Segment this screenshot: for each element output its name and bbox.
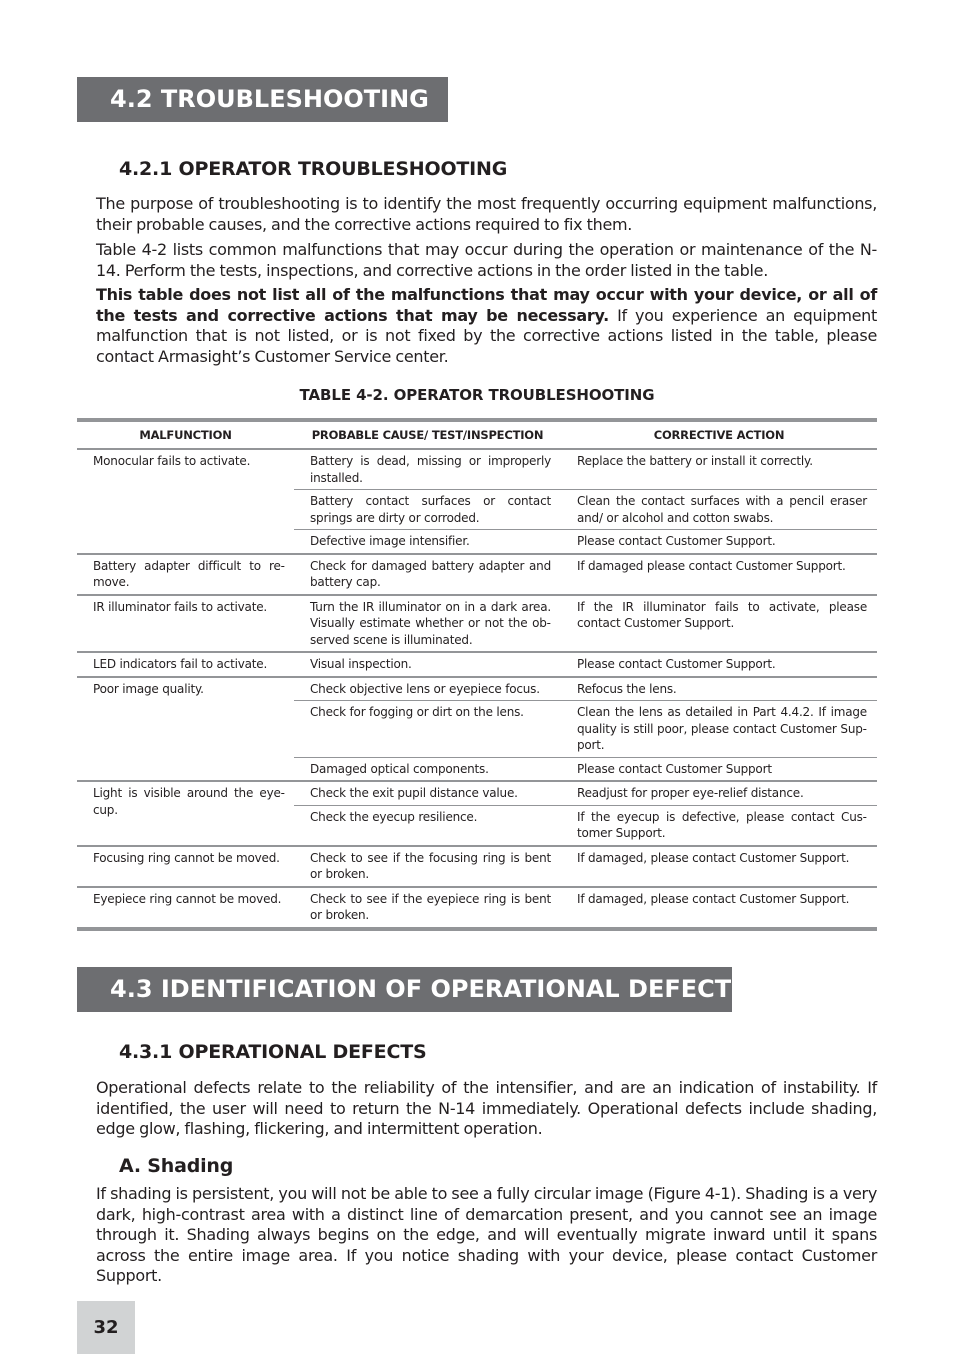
cause-cell: Check for fogging or dirt on the lens. bbox=[294, 701, 561, 758]
action-cell: If damaged please contact Customer Support. bbox=[561, 554, 877, 595]
cause-cell: Check objective lens or eyepiece focus. bbox=[294, 677, 561, 701]
notice-text: If you experience an equipment malfunction that is not listed, or is not fixed by the corrective actions listed in the table, please contact Armasight’s Customer Service center. bbox=[96, 305, 877, 366]
action-cell: Clean the lens as detailed in Part 4.4.2. If image quality is still poor, please contact Customer Support. bbox=[561, 701, 877, 758]
table-row bbox=[77, 677, 877, 701]
shading-heading: A. Shading bbox=[119, 1155, 234, 1177]
action-cell: Please contact Customer Support. bbox=[561, 530, 877, 554]
table-header-row bbox=[77, 422, 877, 449]
cause-cell: Check the eyecup resilience. bbox=[294, 805, 561, 846]
table-row bbox=[77, 652, 877, 677]
malfunction-cell: Eyepiece ring cannot be moved. bbox=[77, 887, 294, 927]
table-row bbox=[77, 595, 877, 653]
table-row bbox=[77, 846, 877, 887]
action-cell: If the IR illuminator fails to activate, please contact Customer Support. bbox=[561, 595, 877, 653]
troubleshooting-table bbox=[77, 418, 877, 931]
action-cell: Refocus the lens. bbox=[561, 677, 877, 701]
action-cell: Please contact Customer Support bbox=[561, 757, 877, 781]
page-number: 32 bbox=[77, 1301, 135, 1354]
malfunction-cell: Monocular fails to activate. bbox=[93, 454, 251, 468]
intro-paragraph: The purpose of troubleshooting is to identify the most frequently occurring equipment malfunctions, their probable causes, and the corrective actions required to fix them. bbox=[96, 194, 877, 234]
operational-defects-paragraph: Operational defects relate to the reliability of the intensifier, and are an indication of instability. If identified, the user will need to return the N-14 immediately. Operational defects include shading, edge glow, flashing, flickering, and intermittent operation. bbox=[96, 1078, 877, 1138]
cause-cell: Battery is dead, missing or improperly installed. bbox=[310, 454, 551, 485]
section-title-4-2: 4.2 TROUBLESHOOTING bbox=[77, 77, 448, 122]
action-cell: If damaged, please contact Customer Support. bbox=[561, 846, 877, 887]
table-row bbox=[77, 554, 877, 595]
action-cell: If the eyecup is defective, please contact Customer Support. bbox=[561, 805, 877, 846]
notice-paragraph bbox=[96, 285, 877, 367]
table-row bbox=[77, 781, 877, 805]
subsection-title-4-3-1: 4.3.1 OPERATIONAL DEFECTS bbox=[119, 1041, 427, 1063]
malfunction-cell: Poor image quality. bbox=[77, 677, 294, 782]
cause-cell: Check to see if the focusing ring is bent or broken. bbox=[294, 846, 561, 887]
table-row bbox=[77, 887, 877, 927]
shading-paragraph: If shading is persistent, you will not be able to see a fully circular image (Figure 4-1). Shading is a very dark, high-contrast area with a distinct line of demarcation present, and you cannot see an image through it. Shading always begins on the edge, and will eventually migrate inward until it spans across the entire image area. If you notice shading with your device, please contact Customer Support. bbox=[96, 1184, 877, 1285]
action-cell: Please contact Customer Support. bbox=[561, 652, 877, 677]
action-cell: Readjust for proper eye-relief distance. bbox=[561, 781, 877, 805]
malfunction-cell: LED indicators fail to activate. bbox=[77, 652, 294, 677]
action-cell: Clean the contact surfaces with a pencil eraser and/ or alcohol and cotton swabs. bbox=[561, 490, 877, 530]
cause-cell: Visual inspection. bbox=[294, 652, 561, 677]
cause-cell: Check to see if the eyepiece ring is bent or broken. bbox=[294, 887, 561, 927]
table-reference-paragraph: Table 4-2 lists common malfunctions that may occur during the operation or maintenance of the N-14. Perform the tests, inspections, and corrective actions in the order listed in the table. bbox=[96, 240, 877, 280]
header-corrective-action: CORRECTIVE ACTION bbox=[561, 422, 877, 449]
action-cell: Replace the battery or install it correctly. bbox=[577, 454, 813, 468]
cause-cell: Turn the IR illuminator on in a dark area. Visually estimate whether or not the observed scene is illuminated. bbox=[294, 595, 561, 653]
malfunction-cell: Battery adapter difficult to remove. bbox=[77, 554, 294, 595]
cause-cell: Check the exit pupil distance value. bbox=[294, 781, 561, 805]
cause-cell: Check for damaged battery adapter and battery cap. bbox=[294, 554, 561, 595]
header-probable-cause: PROBABLE CAUSE/ TEST/INSPECTION bbox=[294, 422, 561, 449]
cause-cell: Defective image intensifier. bbox=[294, 530, 561, 554]
table-row bbox=[77, 449, 877, 490]
malfunction-cell: IR illuminator fails to activate. bbox=[77, 595, 294, 653]
malfunction-cell: Focusing ring cannot be moved. bbox=[77, 846, 294, 887]
notice-bold-text: This table does not list all of the malfunctions that may occur with your device, or all of the tests and corrective actions that may be necessary. bbox=[96, 285, 877, 325]
malfunction-cell: Light is visible around the eyecup. bbox=[77, 781, 294, 846]
section-title-4-3: 4.3 IDENTIFICATION OF OPERATIONAL DEFECTS bbox=[77, 967, 732, 1012]
table-caption: TABLE 4-2. OPERATOR TROUBLESHOOTING bbox=[299, 386, 655, 404]
header-malfunction: MALFUNCTION bbox=[77, 422, 294, 449]
subsection-title-4-2-1: 4.2.1 OPERATOR TROUBLESHOOTING bbox=[119, 158, 508, 180]
cause-cell: Battery contact surfaces or contact springs are dirty or corroded. bbox=[294, 490, 561, 530]
table-body bbox=[77, 449, 877, 927]
cause-cell: Damaged optical components. bbox=[294, 757, 561, 781]
action-cell: If damaged, please contact Customer Support. bbox=[561, 887, 877, 927]
